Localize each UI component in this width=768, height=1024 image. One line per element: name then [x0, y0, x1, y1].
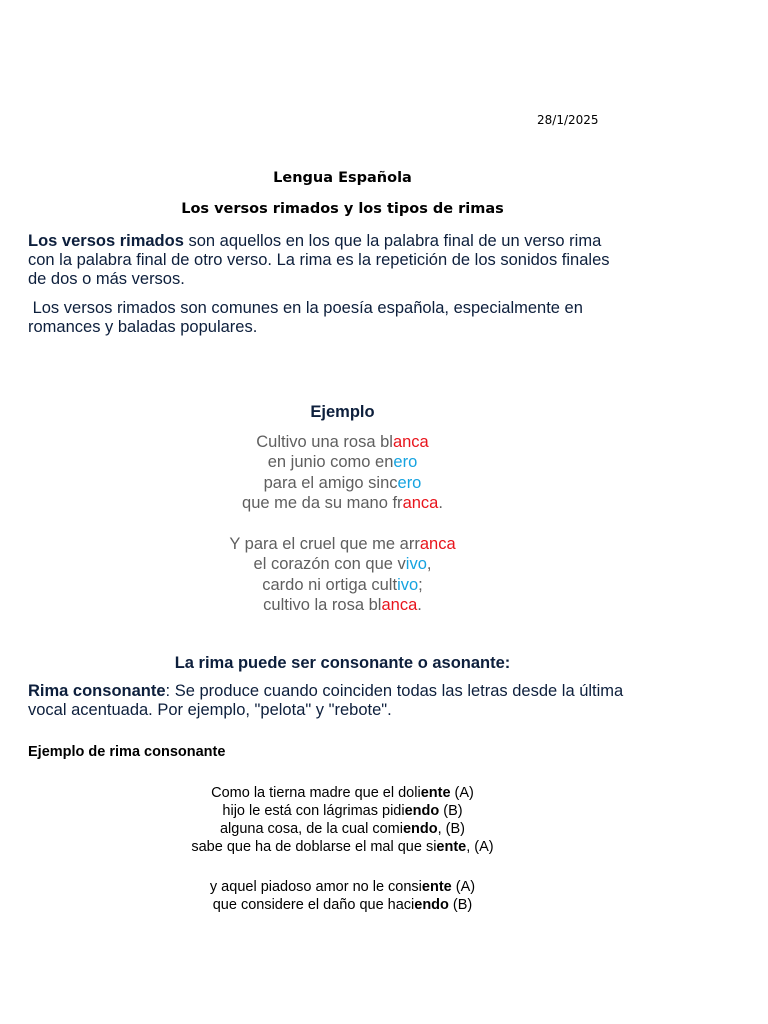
- verse-rhyme-ending: ente: [421, 879, 452, 895]
- poem-line: [0, 595, 685, 615]
- rhyme-ending: ero: [397, 473, 422, 492]
- intro-line2: con la palabra final de otro verso. La rima es la repetición de los sonidos finales: [28, 251, 610, 269]
- verse-rhyme-label: (A): [451, 879, 476, 895]
- para2-line1: Los versos rimados son comunes en la poesía española, especialmente en: [28, 299, 583, 317]
- verse-line: [0, 896, 685, 914]
- poem-line: [0, 473, 685, 493]
- poem-line-punct: .: [417, 595, 422, 614]
- verse-rhyme-label: (B): [448, 897, 473, 913]
- poem-line-punct: .: [438, 493, 443, 512]
- verse-line-text: y aquel piadoso amor no le consi: [209, 879, 422, 895]
- verse-line: [0, 784, 685, 802]
- verse-rhyme-label: (B): [439, 803, 463, 819]
- verse-rhyme-label: , (A): [466, 839, 494, 855]
- verse-rhyme-ending: endo: [414, 897, 449, 913]
- poem-line-text: Y para el cruel que me arr: [229, 535, 420, 553]
- poem-line-text: el corazón con que v: [253, 555, 406, 574]
- poem-line-text: en junio como en: [267, 453, 394, 472]
- verse-line: [0, 838, 685, 856]
- poem-line-text: para el amigo sinc: [263, 473, 398, 492]
- verse-line-text: Como la tierna madre que el doli: [211, 785, 421, 801]
- subject-title: Lengua Española: [273, 170, 412, 186]
- example-heading: Ejemplo: [310, 403, 375, 421]
- poem-line: [0, 534, 685, 554]
- poem-stanza-1: [0, 432, 685, 513]
- consonant-example-heading: Ejemplo de rima consonante: [28, 744, 226, 760]
- verse-rhyme-ending: ente: [436, 839, 467, 855]
- verse-block-2: [0, 878, 685, 914]
- rhyme-ending: anca: [419, 535, 456, 553]
- verse-line-text: alguna cosa, de la cual comi: [219, 821, 403, 837]
- verse-block-1: [0, 784, 685, 856]
- rhyme-ending: anca: [402, 493, 439, 512]
- document-date: 28/1/2025: [537, 113, 599, 127]
- poem-line-punct: ,: [426, 555, 432, 574]
- rhyme-ending: ero: [393, 453, 418, 472]
- poem-line: [0, 452, 685, 472]
- topic-title: Los versos rimados y los tipos de rimas: [181, 201, 504, 217]
- rima-consonante-label: Rima consonante: [28, 682, 166, 700]
- poem-line-text: que me da su mano fr: [242, 493, 403, 512]
- rima-consonante-line1: : Se produce cuando coinciden todas las letras desde la última: [165, 682, 624, 700]
- intro-line3: de dos o más versos.: [28, 270, 185, 288]
- verse-line: [0, 820, 685, 838]
- intro-paragraph: [28, 232, 668, 289]
- rhyme-ending: ivo: [405, 555, 427, 574]
- intro-bold-lead: Los versos rimados: [28, 232, 184, 250]
- rhyme-ending: anca: [392, 433, 429, 451]
- intro-paragraph-2: [28, 299, 668, 337]
- poem-line: [0, 575, 685, 595]
- poem-line: [0, 554, 685, 574]
- poem-line-text: cultivo la rosa bl: [263, 595, 382, 614]
- rima-consonante-paragraph: [28, 682, 668, 720]
- verse-rhyme-label: (A): [450, 785, 474, 801]
- poem-line-punct: ;: [418, 575, 423, 594]
- poem-stanza-2: [0, 534, 685, 615]
- verse-rhyme-ending: endo: [404, 803, 440, 819]
- poem-line-text: cardo ni ortiga cult: [262, 575, 398, 594]
- verse-rhyme-label: , (B): [437, 821, 465, 837]
- verse-line-text: que considere el daño que haci: [212, 897, 415, 913]
- verse-line: [0, 878, 685, 896]
- intro-line1-rest: son aquellos en los que la palabra final de un verso rima: [183, 232, 602, 250]
- poem-line: [0, 432, 685, 452]
- verse-line-text: hijo le está con lágrimas pidi: [222, 803, 405, 819]
- verse-rhyme-ending: endo: [402, 821, 438, 837]
- poem-line-text: Cultivo una rosa bl: [256, 433, 393, 451]
- poem-line: [0, 493, 685, 513]
- rima-heading: La rima puede ser consonante o asonante:: [174, 654, 511, 672]
- verse-line-text: sabe que ha de doblarse el mal que si: [191, 839, 437, 855]
- para2-line2: romances y baladas populares.: [28, 318, 258, 336]
- rhyme-ending: anca: [381, 595, 418, 614]
- rima-consonante-line2: vocal acentuada. Por ejemplo, "pelota" y "rebote".: [28, 701, 392, 719]
- rhyme-ending: ivo: [397, 575, 419, 594]
- verse-rhyme-ending: ente: [420, 785, 451, 801]
- verse-line: [0, 802, 685, 820]
